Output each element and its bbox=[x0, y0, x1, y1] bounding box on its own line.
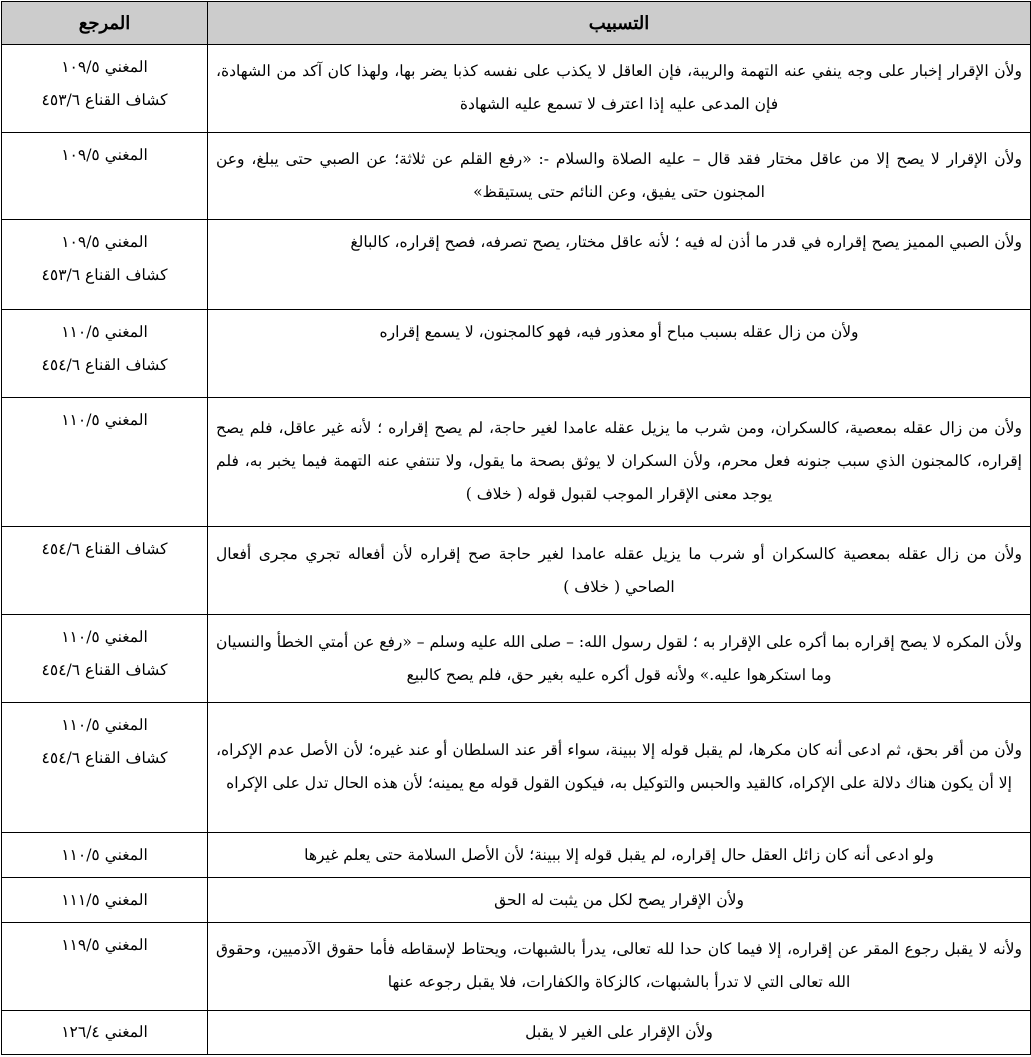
reason-cell: ولأن من زال عقله بسبب مباح أو معذور فيه، فهو كالمجنون، لا يسمع إقراره bbox=[208, 310, 1031, 398]
reference-line: المغني ١١٠/٥ bbox=[61, 628, 148, 647]
reference-line: كشاف القناع ٤٥٤/٦ bbox=[41, 661, 168, 680]
reason-cell: ولأن المكره لا يصح إقراره بما أكره على الإقرار به ؛ لقول رسول الله: – صلى الله عليه وسلم – «رفع عن أمتي الخطأ والنسيان وما استكرهوا عليه.» ولأنه قول أكره عليه بغير حق، فلم يصح كالبيع bbox=[208, 615, 1031, 703]
table-row bbox=[2, 1010, 1031, 1055]
table-row bbox=[2, 526, 1031, 615]
reference-cell bbox=[2, 922, 208, 1010]
table-row bbox=[2, 922, 1031, 1010]
header-reference: المرجع bbox=[2, 2, 208, 45]
reference-line: المغني ١٠٩/٥ bbox=[61, 58, 148, 76]
reference-line: كشاف القناع ٤٥٣/٦ bbox=[41, 266, 168, 285]
reference-cell bbox=[2, 45, 208, 133]
header-row bbox=[2, 2, 1031, 45]
reference-line: كشاف القناع ٤٥٣/٦ bbox=[41, 91, 168, 109]
reasoning-table bbox=[1, 1, 1031, 1055]
reference-line: المغني ١١٠/٥ bbox=[61, 323, 148, 342]
header-reason: التسبيب bbox=[208, 2, 1031, 45]
reference-cell bbox=[2, 615, 208, 703]
reason-cell: ولأن الإقرار إخبار على وجه ينفي عنه التهمة والريبة، فإن العاقل لا يكذب على نفسه كذبا يضر بها، ولهذا كان آكد من الشهادة، فإن المدعى عليه إذا اعترف لا تسمع عليه الشهادة bbox=[208, 45, 1031, 133]
reference-cell bbox=[2, 398, 208, 527]
table-row bbox=[2, 45, 1031, 133]
reference-cell bbox=[2, 1010, 208, 1055]
table-row bbox=[2, 878, 1031, 922]
reference-line: كشاف القناع ٤٥٤/٦ bbox=[41, 749, 168, 768]
reason-cell: ولأن من أقر بحق، ثم ادعى أنه كان مكرها، لم يقبل قوله إلا ببينة، سواء أقر عند السلطان أو عند غيره؛ لأن الأصل عدم الإكراه، إلا أن يكون هناك دلالة على الإكراه، كالقيد والحبس والتوكيل به، فيكون القول قوله مع يمينه؛ لأن هذه الحال تدل على الإكراه bbox=[208, 703, 1031, 833]
reference-line: كشاف القناع ٤٥٤/٦ bbox=[41, 356, 168, 375]
reason-cell: ولأن الصبي المميز يصح إقراره في قدر ما أذن له فيه ؛ لأنه عاقل مختار، يصح تصرفه، فصح إقراره، كالبالغ bbox=[208, 220, 1031, 310]
reference-cell bbox=[2, 132, 208, 220]
reference-line: المغني ١٢٦/٤ bbox=[61, 1022, 148, 1041]
table-row bbox=[2, 703, 1031, 833]
reference-cell bbox=[2, 832, 208, 878]
reference-cell bbox=[2, 220, 208, 310]
reason-cell: ولأن الإقرار يصح لكل من يثبت له الحق bbox=[208, 878, 1031, 922]
table-row bbox=[2, 220, 1031, 310]
reference-line: المغني ١١١/٥ bbox=[61, 890, 148, 909]
reference-cell bbox=[2, 526, 208, 615]
table-row bbox=[2, 310, 1031, 398]
reference-cell bbox=[2, 703, 208, 833]
reference-cell bbox=[2, 310, 208, 398]
reason-cell: ولأنه لا يقبل رجوع المقر عن إقراره، إلا فيما كان حدا لله تعالى، يدرأ بالشبهات، ويحتاط لإسقاطه فأما حقوق الآدميين، وحقوق الله تعالى التي لا تدرأ بالشبهات، كالزكاة والكفارات، فلا يقبل رجوعه عنها bbox=[208, 922, 1031, 1010]
reason-cell: ولأن الإقرار لا يصح إلا من عاقل مختار فقد قال – عليه الصلاة والسلام -: «رفع القلم عن ثلاثة؛ عن الصبي حتى يبلغ، وعن المجنون حتى يفيق، وعن النائم حتى يستيقظ» bbox=[208, 132, 1031, 220]
table-row bbox=[2, 398, 1031, 527]
reason-cell: ولو ادعى أنه كان زائل العقل حال إقراره، لم يقبل قوله إلا ببينة؛ لأن الأصل السلامة حتى يعلم غيرها bbox=[208, 832, 1031, 878]
reason-cell: ولأن الإقرار على الغير لا يقبل bbox=[208, 1010, 1031, 1055]
reference-line: المغني ١١٩/٥ bbox=[61, 935, 148, 954]
reference-line: المغني ١١٠/٥ bbox=[61, 411, 148, 430]
reference-line: كشاف القناع ٤٥٤/٦ bbox=[41, 539, 168, 558]
reference-line: المغني ١٠٩/٥ bbox=[61, 145, 148, 164]
reference-line: المغني ١١٠/٥ bbox=[61, 845, 148, 864]
reason-cell: ولأن من زال عقله بمعصية كالسكران أو شرب ما يزيل عقله عامدا لغير حاجة صح إقراره لأن أفعاله تجري مجرى أفعال الصاحي ( خلاف ) bbox=[208, 526, 1031, 615]
table-row bbox=[2, 832, 1031, 878]
reference-line: المغني ١٠٩/٥ bbox=[61, 233, 148, 252]
reference-line: المغني ١١٠/٥ bbox=[61, 716, 148, 735]
table-row bbox=[2, 615, 1031, 703]
reason-cell: ولأن من زال عقله بمعصية، كالسكران، ومن شرب ما يزيل عقله عامدا لغير حاجة، لم يصح إقراره ؛ لأنه غير عاقل، فلم يصح إقراره، كالمجنون الذي سبب جنونه فعل محرم، ولأن السكران لا يوثق بصحة ما يقول، ولا تنتفي عنه التهمة فيما يخبر به، فلم يوجد معنى الإقرار الموجب لقبول قوله ( خلاف ) bbox=[208, 398, 1031, 527]
document-page bbox=[1, 1, 1030, 1055]
table-row bbox=[2, 132, 1031, 220]
reference-cell bbox=[2, 878, 208, 922]
